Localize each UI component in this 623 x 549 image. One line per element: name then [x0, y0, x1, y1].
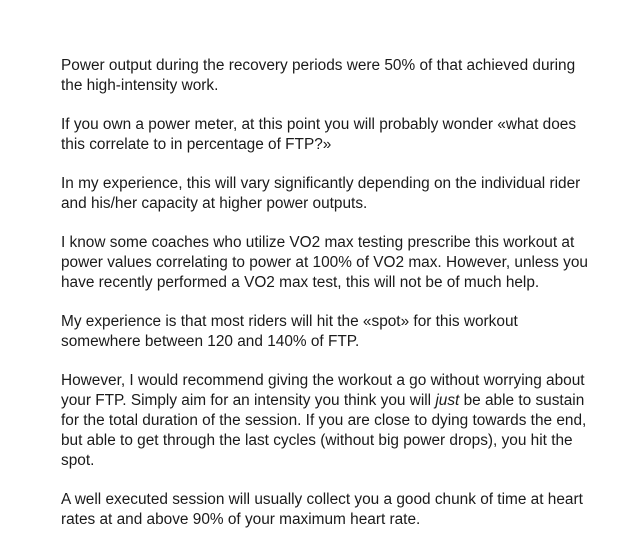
paragraph-rider-variation: In my experience, this will vary significantly depending on the individual rider and his/her capacity at higher power outputs. — [61, 175, 581, 212]
article-body — [61, 56, 591, 549]
recommendation-emphasis: just — [435, 392, 460, 409]
paragraph-recommendation — [61, 371, 591, 471]
paragraph-ftp-range: My experience is that most riders will hit the «spot» for this workout somewhere between 120 and 140% of FTP. — [61, 313, 518, 350]
recommendation-text-start: However, I would recommend giving the workout a go without worrying about your FTP. Simply aim for an intensity you think you will — [61, 372, 585, 409]
paragraph-power-meter-question: If you own a power meter, at this point you will probably wonder «what does this correlate to in percentage of FTP?» — [61, 116, 577, 153]
paragraph-heart-rate: A well executed session will usually collect you a good chunk of time at heart rates at and above 90% of your maximum heart rate. — [61, 491, 583, 528]
paragraph-recovery-power: Power output during the recovery periods were 50% of that achieved during the high-intensity work. — [61, 57, 576, 94]
paragraph-vo2-max-testing: I know some coaches who utilize VO2 max testing prescribe this workout at power values correlating to power at 100% of VO2 max. However, unless you have recently performed a VO2 max test, this will not be of much help. — [61, 234, 588, 291]
recommendation-text-end: be able to sustain for the total duration of the session. If you are close to dying towards the end, but able to get through the last cycles (without big power drops), you hit the spot. — [61, 392, 587, 469]
